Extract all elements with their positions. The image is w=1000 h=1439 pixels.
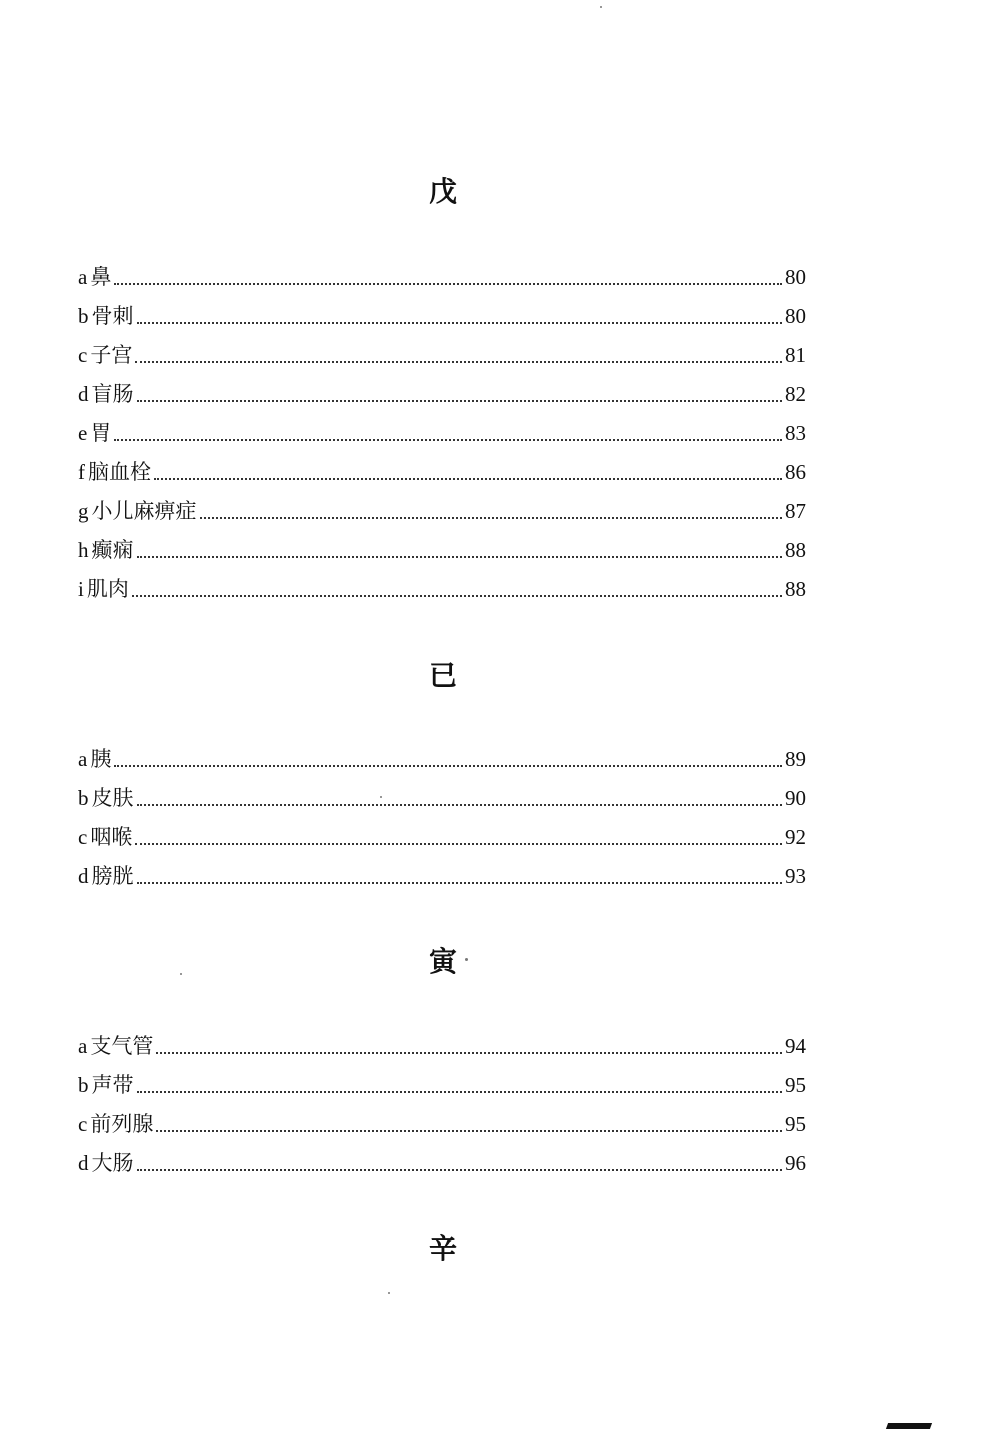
entry-letter: d — [78, 1151, 89, 1175]
toc-entry[interactable] — [78, 457, 806, 485]
dot-leader — [200, 517, 783, 519]
dot-leader — [137, 1091, 783, 1093]
scan-speck — [465, 958, 468, 961]
toc-entry[interactable] — [78, 496, 806, 524]
entry-letter: h — [78, 538, 89, 562]
entry-page: 95 — [785, 1112, 806, 1136]
toc-entry[interactable] — [78, 379, 806, 407]
entry-letter: b — [78, 1073, 89, 1097]
toc-entry[interactable] — [78, 340, 806, 368]
entry-page: 80 — [785, 304, 806, 328]
entry-title: 肌肉 — [86, 577, 129, 601]
toc-entry[interactable] — [78, 1148, 806, 1176]
toc-entry[interactable] — [78, 783, 806, 811]
entry-letter: d — [78, 382, 89, 406]
section-heading-yi: 已 — [428, 659, 457, 692]
scan-speck — [600, 6, 602, 8]
entry-title: 骨刺 — [91, 304, 134, 328]
entry-letter: c — [78, 1112, 88, 1136]
entry-letter: c — [78, 825, 88, 849]
entry-page: 86 — [785, 460, 806, 484]
dot-leader — [137, 1169, 783, 1171]
entry-page: 80 — [785, 265, 806, 289]
entry-letter: e — [78, 421, 88, 445]
toc-entry[interactable] — [78, 262, 806, 290]
dot-leader — [114, 283, 782, 285]
section-heading-wu: 戊 — [428, 175, 457, 208]
dot-leader — [137, 556, 783, 558]
entry-page: 92 — [785, 825, 806, 849]
scan-speck — [180, 973, 182, 975]
entry-page: 89 — [785, 747, 806, 771]
entry-title: 皮肤 — [91, 786, 134, 810]
entry-page: 87 — [785, 499, 806, 523]
entry-page: 90 — [785, 786, 806, 810]
dot-leader — [135, 361, 782, 363]
entry-title: 盲肠 — [91, 382, 134, 406]
entry-title: 大肠 — [91, 1151, 134, 1175]
entry-page: 82 — [785, 382, 806, 406]
entry-title: 小儿麻痹症 — [91, 499, 197, 523]
entry-page: 83 — [785, 421, 806, 445]
toc-entry[interactable] — [78, 418, 806, 446]
entry-letter: a — [78, 747, 88, 771]
dot-leader — [135, 843, 782, 845]
toc-entry[interactable] — [78, 535, 806, 563]
entry-page: 88 — [785, 577, 806, 601]
edge-mark — [886, 1423, 932, 1429]
entry-letter: i — [78, 577, 84, 601]
dot-leader — [137, 322, 783, 324]
scan-speck — [380, 796, 382, 798]
scan-speck — [388, 1292, 390, 1294]
toc-entry[interactable] — [78, 1031, 806, 1059]
entry-page: 81 — [785, 343, 806, 367]
section-heading-yin: 寅 — [428, 945, 457, 978]
dot-leader — [137, 400, 783, 402]
entry-title: 鼻 — [90, 265, 112, 289]
entry-page: 95 — [785, 1073, 806, 1097]
toc-entry[interactable] — [78, 861, 806, 889]
entry-letter: a — [78, 1034, 88, 1058]
dot-leader — [132, 595, 782, 597]
entry-title: 支气管 — [90, 1034, 154, 1058]
entry-title: 胃 — [90, 421, 112, 445]
entry-page: 96 — [785, 1151, 806, 1175]
entry-title: 膀胱 — [91, 864, 134, 888]
entry-title: 脑血栓 — [88, 460, 151, 484]
entry-letter: g — [78, 499, 89, 523]
entry-title: 癫痫 — [91, 538, 134, 562]
entry-title: 子宫 — [90, 343, 133, 367]
entry-letter: d — [78, 864, 89, 888]
entry-letter: b — [78, 786, 89, 810]
dot-leader — [154, 478, 782, 480]
dot-leader — [137, 804, 783, 806]
entry-page: 94 — [785, 1034, 806, 1058]
toc-entry[interactable] — [78, 574, 806, 602]
entry-title: 咽喉 — [90, 825, 133, 849]
entry-title: 声带 — [91, 1073, 134, 1097]
toc-entry[interactable] — [78, 744, 806, 772]
section-heading-xin: 辛 — [428, 1232, 457, 1265]
toc-entry[interactable] — [78, 1070, 806, 1098]
dot-leader — [114, 439, 782, 441]
toc-entry[interactable] — [78, 822, 806, 850]
dot-leader — [156, 1052, 782, 1054]
entry-page: 93 — [785, 864, 806, 888]
entry-letter: b — [78, 304, 89, 328]
dot-leader — [156, 1130, 782, 1132]
entry-title: 前列腺 — [90, 1112, 154, 1136]
entry-title: 胰 — [90, 747, 112, 771]
entry-letter: c — [78, 343, 88, 367]
dot-leader — [114, 765, 782, 767]
dot-leader — [137, 882, 783, 884]
entry-letter: a — [78, 265, 88, 289]
toc-entry[interactable] — [78, 301, 806, 329]
entry-page: 88 — [785, 538, 806, 562]
entry-letter: f — [78, 460, 85, 484]
toc-entry[interactable] — [78, 1109, 806, 1137]
